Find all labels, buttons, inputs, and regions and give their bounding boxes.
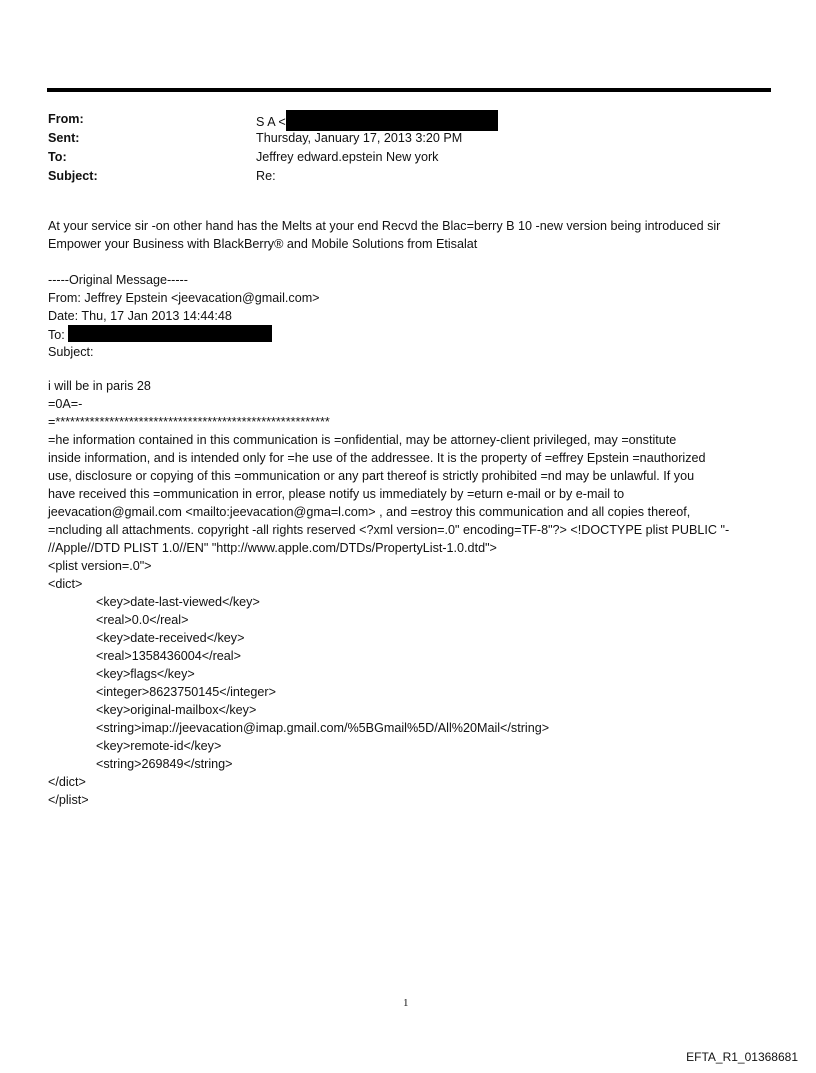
disclaimer-line: inside information, and is intended only for =he use of the addressee. It is the property of =effrey Epstein =nauthorized (48, 451, 706, 465)
original-to-line (48, 325, 778, 343)
plist-entry: <string>269849</string> (96, 757, 233, 771)
disclaimer-line: =ncluding all attachments. copyright -all rights reserved <?xml version=.0" encoding=TF-8"?> <!DOCTYPE plist PUBLIC "- (48, 523, 730, 537)
page-number: 1 (403, 997, 409, 1009)
dict-close-line: </dict> (48, 775, 86, 789)
disclaimer-line: //Apple//DTD PLIST 1.0//EN" "http://www.apple.com/DTDs/PropertyList-1.0.dtd"> (48, 541, 497, 555)
message-line: i will be in paris 28 (48, 379, 151, 393)
original-message-header (48, 271, 778, 361)
plist-open-line: <plist version=.0"> (48, 559, 152, 573)
from-value: S A < (256, 115, 286, 129)
redaction-bar (286, 110, 498, 131)
redaction-bar (68, 325, 272, 342)
plist-entry: <key>remote-id</key> (96, 739, 222, 753)
reply-line: At your service sir -on other hand has the Melts at your end Recvd the Blac=berry B 10 -new version being introduced sir (48, 219, 721, 233)
subject-value: Re: (256, 169, 276, 183)
plist-entry: <key>flags</key> (96, 667, 195, 681)
original-to-text: To: (48, 328, 69, 342)
document-id: EFTA_R1_01368681 (686, 1050, 798, 1064)
plist-entry: <key>original-mailbox</key> (96, 703, 257, 717)
reply-line: Empower your Business with BlackBerry® and Mobile Solutions from Etisalat (48, 237, 478, 251)
message-line: =******************************************************** (48, 415, 330, 429)
to-value: Jeffrey edward.epstein New york (256, 150, 439, 164)
message-line: =0A=- (48, 397, 83, 411)
plist-close-line: </plist> (48, 793, 89, 807)
disclaimer-line: have received this =ommunication in error, please notify us immediately by =eturn e-mail or by e-mail to (48, 487, 625, 501)
subject-label: Subject: (48, 169, 98, 183)
plist-entry: <integer>8623750145</integer> (96, 685, 276, 699)
sent-value: Thursday, January 17, 2013 3:20 PM (256, 131, 463, 145)
dict-open-line: <dict> (48, 577, 83, 591)
disclaimer-line: jeevacation@gmail.com <mailto:jeevacation@gma=l.com> , and =estroy this communication and all copies thereof, (48, 505, 691, 519)
header-rule (47, 88, 771, 92)
original-date-line: Date: Thu, 17 Jan 2013 14:44:48 (48, 309, 232, 323)
original-from-line: From: Jeffrey Epstein <jeevacation@gmail.com> (48, 291, 320, 305)
plist-entry: <real>0.0</real> (96, 613, 189, 627)
plist-entry: <key>date-last-viewed</key> (96, 595, 260, 609)
plist-entry: <string>imap://jeevacation@imap.gmail.com/%5BGmail%5D/All%20Mail</string> (96, 721, 550, 735)
reply-text (48, 217, 778, 253)
sent-label: Sent: (48, 131, 80, 145)
disclaimer-line: =he information contained in this communication is =onfidential, may be attorney-client privileged, may =onstitute (48, 433, 677, 447)
plist-entry: <key>date-received</key> (96, 631, 245, 645)
original-message-line: -----Original Message----- (48, 273, 188, 287)
original-subject-line: Subject: (48, 345, 94, 359)
from-label: From: (48, 112, 84, 126)
plist-entry: <real>1358436004</real> (96, 649, 241, 663)
disclaimer-line: use, disclosure or copying of this =ommunication or any part thereof is strictly prohibited =nd may be unlawful. If you (48, 469, 695, 483)
message-body (48, 377, 778, 809)
to-label: To: (48, 150, 67, 164)
